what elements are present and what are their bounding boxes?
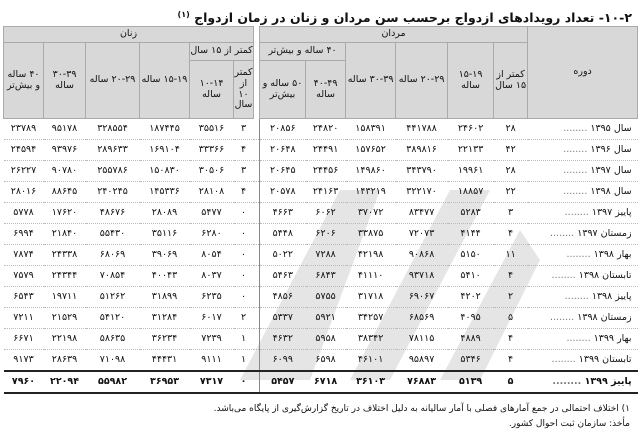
row-period bbox=[528, 308, 638, 329]
header-men-30-39: ۳۰-۳۹ ساله bbox=[346, 43, 396, 119]
row-period-label: سال ۱۳۹۸ bbox=[590, 185, 632, 197]
cell-m-30-39: ۱۴۹۸۶۰ bbox=[346, 161, 396, 182]
row-period-label: پاییز ۱۳۹۹ bbox=[584, 375, 632, 387]
row-period-label: سال ۱۳۹۷ bbox=[590, 164, 632, 176]
cell-m-50p: ۶۰۹۹ bbox=[260, 350, 306, 372]
cell-m-15-19: ۵۴۱۰ bbox=[448, 266, 494, 287]
cell-m-20-29: ۷۶۸۸۳ bbox=[396, 371, 448, 393]
cell-m-20-29: ۸۳۴۷۷ bbox=[396, 203, 448, 224]
leader-dots: ........ bbox=[552, 375, 585, 387]
cell-w-40p: ۲۴۵۹۴ bbox=[4, 140, 44, 161]
cell-m-50p: ۲۰۵۷۸ bbox=[260, 182, 306, 203]
cell-w-20-29: ۵۸۶۳۵ bbox=[86, 329, 140, 350]
title-footnote-ref: (۱) bbox=[177, 10, 190, 19]
cell-m-30-39: ۳۱۷۱۸ bbox=[346, 287, 396, 308]
cell-m-40-49: ۲۴۸۲۰ bbox=[306, 119, 346, 140]
cell-w-10-14: ۲۸۱۰۸ bbox=[190, 182, 234, 203]
table-row bbox=[4, 371, 638, 393]
cell-m-15-19: ۵۱۳۹ bbox=[448, 371, 494, 393]
cell-w-u10: ۰ bbox=[234, 287, 254, 308]
row-period bbox=[528, 245, 638, 266]
gap-cell bbox=[254, 119, 260, 140]
row-period bbox=[528, 371, 638, 393]
cell-m-15-19: ۴۸۸۹ bbox=[448, 329, 494, 350]
leader-dots: ........ bbox=[563, 185, 591, 197]
table-row bbox=[4, 119, 638, 140]
cell-w-40p: ۶۶۷۱ bbox=[4, 329, 44, 350]
row-period-label: زمستان ۱۳۹۷ bbox=[577, 227, 632, 239]
cell-w-15-19: ۱۵۰۸۳۰ bbox=[140, 161, 190, 182]
table-row bbox=[4, 140, 638, 161]
row-period-label: پاییز ۱۳۹۷ bbox=[591, 206, 632, 218]
cell-m-50p: ۵۴۵۷ bbox=[260, 371, 306, 393]
cell-m-15-19: ۴۲۰۲ bbox=[448, 287, 494, 308]
leader-dots: ........ bbox=[551, 353, 579, 365]
row-period-label: تابستان ۱۳۹۹ bbox=[578, 353, 632, 365]
cell-m-30-39: ۳۴۲۵۷ bbox=[346, 308, 396, 329]
cell-m-50p: ۵۰۲۲ bbox=[260, 245, 306, 266]
leader-dots: ........ bbox=[563, 122, 591, 134]
cell-w-20-29: ۶۸۰۶۹ bbox=[86, 245, 140, 266]
cell-w-20-29: ۵۵۴۳۰ bbox=[86, 224, 140, 245]
cell-m-15-19: ۴۱۴۴ bbox=[448, 224, 494, 245]
cell-w-40p: ۷۵۷۹ bbox=[4, 266, 44, 287]
cell-m-u15: ۳ bbox=[494, 203, 528, 224]
table-row bbox=[4, 350, 638, 372]
cell-m-15-19: ۱۹۹۶۱ bbox=[448, 161, 494, 182]
cell-w-15-19: ۳۱۸۹۹ bbox=[140, 287, 190, 308]
cell-w-15-19: ۳۵۱۱۶ bbox=[140, 224, 190, 245]
row-period-label: تابستان ۱۳۹۸ bbox=[578, 269, 632, 281]
cell-m-15-19: ۱۸۸۵۷ bbox=[448, 182, 494, 203]
header-women-30-39: ۳۰-۳۹ ساله bbox=[44, 43, 86, 119]
row-period bbox=[528, 203, 638, 224]
cell-m-15-19: ۴۰۹۵ bbox=[448, 308, 494, 329]
leader-dots: ........ bbox=[566, 248, 594, 260]
cell-w-30-39: ۲۴۳۳۸ bbox=[44, 245, 86, 266]
header-women-15-19: ۱۵-۱۹ ساله bbox=[140, 43, 190, 119]
cell-m-30-39: ۴۱۱۱۰ bbox=[346, 266, 396, 287]
cell-w-u10: ۴ bbox=[234, 182, 254, 203]
cell-w-40p: ۷۲۱۱ bbox=[4, 308, 44, 329]
cell-m-30-39: ۳۶۱۰۳ bbox=[346, 371, 396, 393]
cell-w-15-19: ۳۶۹۵۳ bbox=[140, 371, 190, 393]
cell-w-u10: ۰ bbox=[234, 266, 254, 287]
cell-m-50p: ۴۸۵۶ bbox=[260, 287, 306, 308]
header-men-40-49: ۴۰-۴۹ ساله bbox=[306, 61, 346, 119]
cell-m-50p: ۲۰۸۵۶ bbox=[260, 119, 306, 140]
cell-w-10-14: ۷۳۱۷ bbox=[190, 371, 234, 393]
cell-w-30-39: ۲۲۱۹۸ bbox=[44, 329, 86, 350]
cell-w-30-39: ۸۸۶۴۵ bbox=[44, 182, 86, 203]
cell-m-15-19: ۵۲۸۳ bbox=[448, 203, 494, 224]
cell-m-40-49: ۶۵۹۸ bbox=[306, 350, 346, 372]
row-period-label: بهار ۱۳۹۸ bbox=[593, 248, 632, 260]
cell-w-u10: ۰ bbox=[234, 371, 254, 393]
cell-w-20-29: ۲۵۵۷۸۶ bbox=[86, 161, 140, 182]
gap-cell bbox=[254, 308, 260, 329]
cell-w-10-14: ۶۰۱۷ bbox=[190, 308, 234, 329]
header-men-under15: کمتر از ۱۵ سال bbox=[494, 43, 528, 119]
cell-w-20-29: ۵۱۲۶۲ bbox=[86, 287, 140, 308]
header-women-20-29: ۲۰-۲۹ ساله bbox=[86, 43, 140, 119]
table-row bbox=[4, 224, 638, 245]
cell-w-30-39: ۹۰۷۸۰ bbox=[44, 161, 86, 182]
cell-w-20-29: ۷۱۰۹۸ bbox=[86, 350, 140, 372]
row-period-label: بهار ۱۳۹۹ bbox=[593, 332, 632, 344]
leader-dots: ........ bbox=[566, 332, 594, 344]
cell-w-15-19: ۴۰۰۴۳ bbox=[140, 266, 190, 287]
table-title bbox=[8, 4, 632, 26]
cell-w-u10: ۱ bbox=[234, 329, 254, 350]
cell-w-15-19: ۳۶۲۳۴ bbox=[140, 329, 190, 350]
cell-m-20-29: ۷۲۰۷۳ bbox=[396, 224, 448, 245]
table-row bbox=[4, 182, 638, 203]
gap-cell bbox=[254, 140, 260, 161]
cell-w-40p: ۲۸۰۱۶ bbox=[4, 182, 44, 203]
cell-w-40p: ۹۱۷۳ bbox=[4, 350, 44, 372]
title-text: ۱۰-۲- تعداد رویدادهای ازدواج برحسب سن مردان و زنان در زمان ازدواج bbox=[194, 10, 632, 26]
cell-m-50p: ۲۰۶۴۵ bbox=[260, 161, 306, 182]
table-row bbox=[4, 308, 638, 329]
cell-w-30-39: ۲۱۵۲۹ bbox=[44, 308, 86, 329]
cell-m-u15: ۵ bbox=[494, 308, 528, 329]
cell-m-20-29: ۹۰۸۶۸ bbox=[396, 245, 448, 266]
table-row bbox=[4, 203, 638, 224]
gap-cell bbox=[254, 371, 260, 393]
row-period bbox=[528, 266, 638, 287]
cell-w-u10: ۰ bbox=[234, 245, 254, 266]
cell-w-u10: ۲ bbox=[234, 308, 254, 329]
cell-m-u15: ۴۲ bbox=[494, 140, 528, 161]
cell-m-u15: ۵ bbox=[494, 371, 528, 393]
cell-m-40-49: ۶۲۰۶ bbox=[306, 224, 346, 245]
cell-m-u15: ۲ bbox=[494, 287, 528, 308]
cell-m-15-19: ۲۴۶۰۲ bbox=[448, 119, 494, 140]
cell-m-u15: ۲۸ bbox=[494, 161, 528, 182]
gap-cell bbox=[254, 161, 260, 182]
cell-m-30-39: ۳۷۰۷۲ bbox=[346, 203, 396, 224]
cell-m-40-49: ۶۰۶۲ bbox=[306, 203, 346, 224]
cell-w-20-29: ۷۰۸۵۴ bbox=[86, 266, 140, 287]
cell-w-30-39: ۲۱۸۴۰ bbox=[44, 224, 86, 245]
gap-cell bbox=[254, 287, 260, 308]
cell-w-20-29: ۲۸۹۶۳۳ bbox=[86, 140, 140, 161]
cell-m-u15: ۱۱ bbox=[494, 245, 528, 266]
cell-w-30-39: ۹۵۱۷۸ bbox=[44, 119, 86, 140]
cell-m-20-29: ۶۹۰۶۷ bbox=[396, 287, 448, 308]
header-women-10-14: ۱۰-۱۴ ساله bbox=[190, 61, 234, 119]
header-men-40plus: ۴۰ ساله و بیش‌تر bbox=[260, 43, 346, 61]
cell-m-u15: ۴ bbox=[494, 266, 528, 287]
footnote-1: ۱) اختلاف احتمالی در جمع آمارهای فصلی با آمار سالیانه به دلیل اختلاف در تاریخ گزارش‌گیری از پایگاه می‌باشد. bbox=[213, 404, 630, 414]
cell-m-u15: ۴ bbox=[494, 329, 528, 350]
cell-m-15-19: ۵۳۴۶ bbox=[448, 350, 494, 372]
cell-m-20-29: ۳۲۲۱۷۰ bbox=[396, 182, 448, 203]
row-period bbox=[528, 140, 638, 161]
table-row bbox=[4, 287, 638, 308]
cell-m-50p: ۴۶۶۳ bbox=[260, 203, 306, 224]
cell-m-20-29: ۷۸۱۱۵ bbox=[396, 329, 448, 350]
cell-w-40p: ۵۷۷۸ bbox=[4, 203, 44, 224]
cell-w-10-14: ۳۵۵۱۶ bbox=[190, 119, 234, 140]
source-note: مأخذ: سازمان ثبت احوال کشور. bbox=[508, 419, 630, 429]
cell-w-10-14: ۷۲۳۹ bbox=[190, 329, 234, 350]
cell-w-u10: ۴ bbox=[234, 140, 254, 161]
cell-w-40p: ۲۶۲۲۷ bbox=[4, 161, 44, 182]
cell-w-u10: ۰ bbox=[234, 224, 254, 245]
row-period-label: زمستان ۱۳۹۸ bbox=[577, 311, 632, 323]
cell-w-10-14: ۵۴۷۷ bbox=[190, 203, 234, 224]
marriage-table bbox=[3, 26, 638, 394]
header-men-50plus: ۵۰ ساله و بیش‌تر bbox=[260, 61, 306, 119]
cell-m-15-19: ۲۲۱۳۳ bbox=[448, 140, 494, 161]
cell-m-40-49: ۵۹۵۸ bbox=[306, 329, 346, 350]
cell-m-30-39: ۳۳۸۷۵ bbox=[346, 224, 396, 245]
cell-w-u10: ۰ bbox=[234, 203, 254, 224]
header-women: زنان bbox=[4, 27, 254, 43]
cell-w-20-29: ۲۴۰۲۴۵ bbox=[86, 182, 140, 203]
cell-m-20-29: ۳۴۳۷۹۰ bbox=[396, 161, 448, 182]
header-period: دوره bbox=[528, 27, 638, 119]
cell-w-40p: ۶۹۹۴ bbox=[4, 224, 44, 245]
cell-w-10-14: ۳۳۳۶۶ bbox=[190, 140, 234, 161]
cell-w-10-14: ۶۲۳۵ bbox=[190, 287, 234, 308]
gap-cell bbox=[254, 245, 260, 266]
cell-m-20-29: ۳۸۹۸۱۶ bbox=[396, 140, 448, 161]
row-period bbox=[528, 182, 638, 203]
table-row bbox=[4, 245, 638, 266]
cell-m-30-39: ۳۸۳۴۲ bbox=[346, 329, 396, 350]
cell-w-10-14: ۹۱۱۱ bbox=[190, 350, 234, 372]
cell-m-40-49: ۶۸۴۳ bbox=[306, 266, 346, 287]
cell-w-40p: ۷۸۷۴ bbox=[4, 245, 44, 266]
cell-m-30-39: ۱۵۸۳۹۱ bbox=[346, 119, 396, 140]
cell-m-40-49: ۲۴۴۹۱ bbox=[306, 140, 346, 161]
cell-m-u15: ۴ bbox=[494, 350, 528, 372]
cell-w-15-19: ۴۴۴۳۱ bbox=[140, 350, 190, 372]
table-row bbox=[4, 329, 638, 350]
cell-w-40p: ۷۹۶۰ bbox=[4, 371, 44, 393]
gap-cell bbox=[254, 266, 260, 287]
cell-w-30-39: ۲۲۰۹۴ bbox=[44, 371, 86, 393]
cell-w-30-39: ۲۸۶۳۹ bbox=[44, 350, 86, 372]
cell-m-u15: ۲۲ bbox=[494, 182, 528, 203]
leader-dots: ........ bbox=[563, 143, 591, 155]
cell-m-40-49: ۵۷۵۵ bbox=[306, 287, 346, 308]
cell-w-15-19: ۱۸۷۴۴۵ bbox=[140, 119, 190, 140]
row-period bbox=[528, 119, 638, 140]
cell-w-10-14: ۸۰۵۴ bbox=[190, 245, 234, 266]
cell-m-20-29: ۹۵۸۹۷ bbox=[396, 350, 448, 372]
cell-w-u10: ۳ bbox=[234, 119, 254, 140]
row-period bbox=[528, 224, 638, 245]
cell-m-20-29: ۶۸۵۶۹ bbox=[396, 308, 448, 329]
row-period bbox=[528, 161, 638, 182]
cell-m-15-19: ۵۱۵۰ bbox=[448, 245, 494, 266]
cell-m-20-29: ۹۳۷۱۸ bbox=[396, 266, 448, 287]
row-period bbox=[528, 350, 638, 372]
table-row bbox=[4, 266, 638, 287]
row-period-label: سال ۱۳۹۶ bbox=[590, 143, 632, 155]
table-row bbox=[4, 161, 638, 182]
cell-w-10-14: ۸۰۳۷ bbox=[190, 266, 234, 287]
leader-dots: ........ bbox=[564, 290, 592, 302]
row-period-label: پاییز ۱۳۹۸ bbox=[591, 290, 632, 302]
cell-w-15-19: ۳۹۰۶۹ bbox=[140, 245, 190, 266]
cell-m-30-39: ۱۴۳۲۱۹ bbox=[346, 182, 396, 203]
header-women-40plus: ۴۰ ساله و بیش‌تر bbox=[4, 43, 44, 119]
cell-w-10-14: ۳۰۵۰۶ bbox=[190, 161, 234, 182]
cell-m-40-49: ۲۴۴۵۶ bbox=[306, 161, 346, 182]
cell-m-50p: ۲۰۶۴۸ bbox=[260, 140, 306, 161]
cell-w-15-19: ۱۴۵۳۳۶ bbox=[140, 182, 190, 203]
cell-m-40-49: ۵۹۲۱ bbox=[306, 308, 346, 329]
cell-w-30-39: ۱۹۷۱۱ bbox=[44, 287, 86, 308]
row-period bbox=[528, 287, 638, 308]
table-body bbox=[4, 119, 638, 394]
cell-m-30-39: ۱۵۷۶۵۲ bbox=[346, 140, 396, 161]
cell-m-30-39: ۴۶۱۰۱ bbox=[346, 350, 396, 372]
cell-w-15-19: ۲۸۰۸۹ bbox=[140, 203, 190, 224]
cell-m-u15: ۴ bbox=[494, 224, 528, 245]
cell-w-u10: ۳ bbox=[234, 161, 254, 182]
row-period bbox=[528, 329, 638, 350]
row-period-label: سال ۱۳۹۵ bbox=[590, 122, 632, 134]
cell-w-30-39: ۱۷۶۲۰ bbox=[44, 203, 86, 224]
cell-w-20-29: ۴۸۶۷۶ bbox=[86, 203, 140, 224]
cell-w-20-29: ۵۵۹۸۲ bbox=[86, 371, 140, 393]
header-men-20-29: ۲۰-۲۹ ساله bbox=[396, 43, 448, 119]
leader-dots: ........ bbox=[563, 164, 591, 176]
gap-cell bbox=[254, 329, 260, 350]
cell-w-40p: ۲۳۷۸۹ bbox=[4, 119, 44, 140]
cell-m-u15: ۲۸ bbox=[494, 119, 528, 140]
cell-w-10-14: ۶۲۸۰ bbox=[190, 224, 234, 245]
cell-w-40p: ۶۵۴۳ bbox=[4, 287, 44, 308]
header-men: مردان bbox=[260, 27, 528, 43]
cell-w-30-39: ۹۳۹۷۶ bbox=[44, 140, 86, 161]
cell-m-30-39: ۴۲۱۹۸ bbox=[346, 245, 396, 266]
header-women-under15: کمتر از ۱۵ سال bbox=[190, 43, 254, 61]
gap-cell bbox=[254, 224, 260, 245]
cell-w-u10: ۱ bbox=[234, 350, 254, 372]
gap-cell bbox=[254, 203, 260, 224]
cell-m-50p: ۵۳۳۷ bbox=[260, 308, 306, 329]
cell-w-30-39: ۲۴۳۴۴ bbox=[44, 266, 86, 287]
cell-w-20-29: ۵۴۱۲۰ bbox=[86, 308, 140, 329]
cell-w-15-19: ۳۱۲۸۴ bbox=[140, 308, 190, 329]
cell-w-20-29: ۳۲۸۵۵۴ bbox=[86, 119, 140, 140]
header-women-under10: کمتر از ۱۰ سال bbox=[234, 61, 254, 119]
cell-w-15-19: ۱۶۹۱۰۴ bbox=[140, 140, 190, 161]
leader-dots: ........ bbox=[564, 206, 592, 218]
gap-cell bbox=[254, 182, 260, 203]
leader-dots: ........ bbox=[551, 269, 579, 281]
leader-dots: ........ bbox=[550, 311, 578, 323]
header-men-15-19: ۱۵-۱۹ ساله bbox=[448, 43, 494, 119]
cell-m-50p: ۵۴۴۸ bbox=[260, 224, 306, 245]
cell-m-50p: ۴۶۳۲ bbox=[260, 329, 306, 350]
cell-m-40-49: ۷۲۸۸ bbox=[306, 245, 346, 266]
leader-dots: ........ bbox=[550, 227, 578, 239]
cell-m-50p: ۵۴۶۳ bbox=[260, 266, 306, 287]
cell-m-20-29: ۴۴۱۷۸۸ bbox=[396, 119, 448, 140]
cell-m-40-49: ۶۷۱۸ bbox=[306, 371, 346, 393]
cell-m-40-49: ۲۴۱۶۳ bbox=[306, 182, 346, 203]
gap-cell bbox=[254, 350, 260, 372]
